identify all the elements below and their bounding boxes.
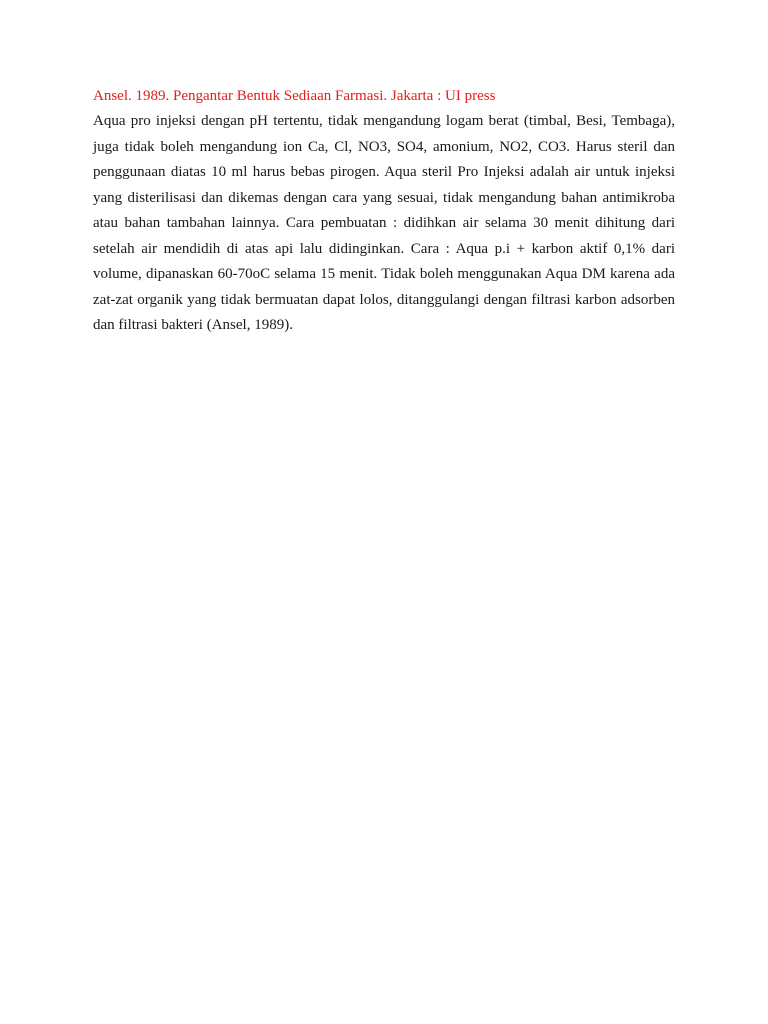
body-paragraph: Aqua pro injeksi dengan pH tertentu, tidak mengandung logam berat (timbal, Besi, Tembaga), juga tidak boleh mengandung ion Ca, Cl, NO3, SO4, amonium, NO2, CO3. Harus steril dan penggunaan diatas 10 ml harus bebas pirogen. Aqua steril Pro Injeksi adalah air untuk injeksi yang disterilisasi dan dikemas dengan cara yang sesuai, tidak mengandung bahan antimikroba atau bahan tambahan lainnya. Cara pembuatan : didihkan air selama 30 menit dihitung dari setelah air mendidih di atas api lalu didinginkan. Cara : Aqua p.i + karbon aktif 0,1% dari volume, dipanaskan 60-70oC selama 15 menit. Tidak boleh menggunakan Aqua DM karena ada zat-zat organik yang tidak bermuatan dapat lolos, ditanggulangi dengan filtrasi karbon adsorben dan filtrasi bakteri (Ansel, 1989). <box>93 113 675 333</box>
reference-citation: Ansel. 1989. Pengantar Bentuk Sediaan Farmasi. Jakarta : UI press <box>93 88 496 104</box>
document-page <box>93 84 675 339</box>
